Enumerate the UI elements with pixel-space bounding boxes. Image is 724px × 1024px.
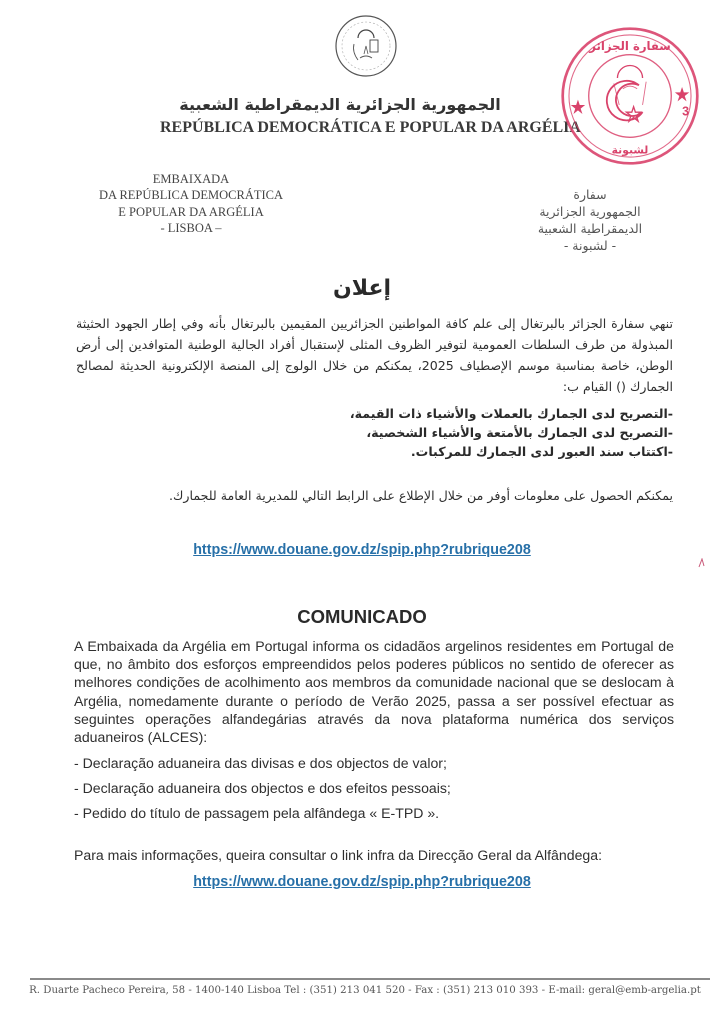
list-item: -التصريح لدى الجمارك بالأمتعة والأشياء الشخصية، [366,425,673,440]
list-item: - Pedido do título de passagem pela alfândega « E-TPD ». [74,805,440,821]
list-item: -اكتتاب سند العبور لدى الجمارك للمركبات. [410,444,673,459]
embassy-line: الجمهورية الجزائرية [539,204,641,219]
embassy-name-portuguese [60,171,322,236]
announcement-title-portuguese: COMUNICADO [297,606,427,627]
announcement-body-portuguese: A Embaixada da Argélia em Portugal informa os cidadãos argelinos residentes em Portugal de que, no âmbito dos esforços empreendidos pelos poderes públicos no sentido de oferecer as melhores condições de acolhimento aos membros da comunidade nacional que se deslocam à Argélia, nomedamente durante o período de Verão 2025, passa a ser possível efectuar as seguintes operações alfandegárias através da nova plataforma numérica dos serviços aduaneiros (ALCES): [74,638,674,746]
announcement-title-arabic: إعلان [332,276,392,301]
algeria-emblem-icon [334,14,398,78]
header-title-portuguese: REPÚBLICA DEMOCRÁTICA E POPULAR DA ARGÉLIA [160,119,581,136]
list-item: - Declaração aduaneira dos objectos e dos efeitos pessoais; [74,780,451,796]
list-item: -التصريح لدى الجمارك بالعملات والأشياء ذات القيمة، [349,406,673,421]
header-title-arabic: الجمهورية الجزائرية الديمقراطية الشعبية [179,95,501,114]
announcement-body-arabic: تنهي سفارة الجزائر بالبرتغال إلى علم كافة المواطنين الجزائريين المقيمين بالبرتغال بأنه وفي إطار الجهود الحثيثة المبذولة من طرف السلطات العمومية لتوفير الظروف المثلى لإستقبال أفراد الجالية الوطنية المتوافدين إلى أرض الوطن، خاصة بمناسبة موسم الإصطياف 2025، يمكنكم من خلال الولوج إلى المنصة الإلكترونية الحديثة لمصالح الجمارك () القيام ب: [76,316,673,394]
list-item: - Declaração aduaneira das divisas e dos objectos de valor; [74,755,447,771]
embassy-line: الديمقراطية الشعبية [537,221,643,236]
more-info-arabic: يمكنكم الحصول على معلومات أوفر من خلال الإطلاع على الرابط التالي للمديرية العامة للجمارك. [169,488,673,503]
more-info-portuguese: Para mais informações, queira consultar o link infra da Direcção Geral da Alfândega: [74,847,603,863]
stamp-star-right-icon [675,87,689,101]
customs-link-arabic-section[interactable]: https://www.douane.gov.dz/spip.php?rubrique208 [193,542,531,558]
footer-divider [30,978,710,980]
embassy-name-arabic [505,186,675,254]
customs-link-portuguese-section[interactable]: https://www.douane.gov.dz/spip.php?rubrique208 [193,874,531,890]
announcement-list-portuguese [74,754,674,829]
stamp-number: 3 [682,104,690,119]
embassy-line: E POPULAR DA ARGÉLIA [118,204,264,219]
stamp-text-bottom: لشبونة [611,143,649,157]
embassy-line: EMBAIXADA [152,172,230,186]
embassy-line: - لشبونة - [563,238,617,253]
stamp-text-top: سفارة الجزائر [589,39,671,54]
footer-contact: R. Duarte Pacheco Pereira, 58 - 1400-140 Lisboa Tel : (351) 213 041 520 - Fax : (351) 213 010 393 - E-mail: geral@emb-argelia.pt [29,985,701,996]
embassy-stamp-icon [560,26,700,166]
stamp-star-left-icon [571,100,585,114]
embassy-line: سفارة [573,187,607,202]
embassy-line: - LISBOA – [160,220,222,235]
ink-mark [698,555,706,565]
announcement-list-arabic [76,404,673,461]
embassy-line: DA REPÚBLICA DEMOCRÁTICA [98,188,284,203]
